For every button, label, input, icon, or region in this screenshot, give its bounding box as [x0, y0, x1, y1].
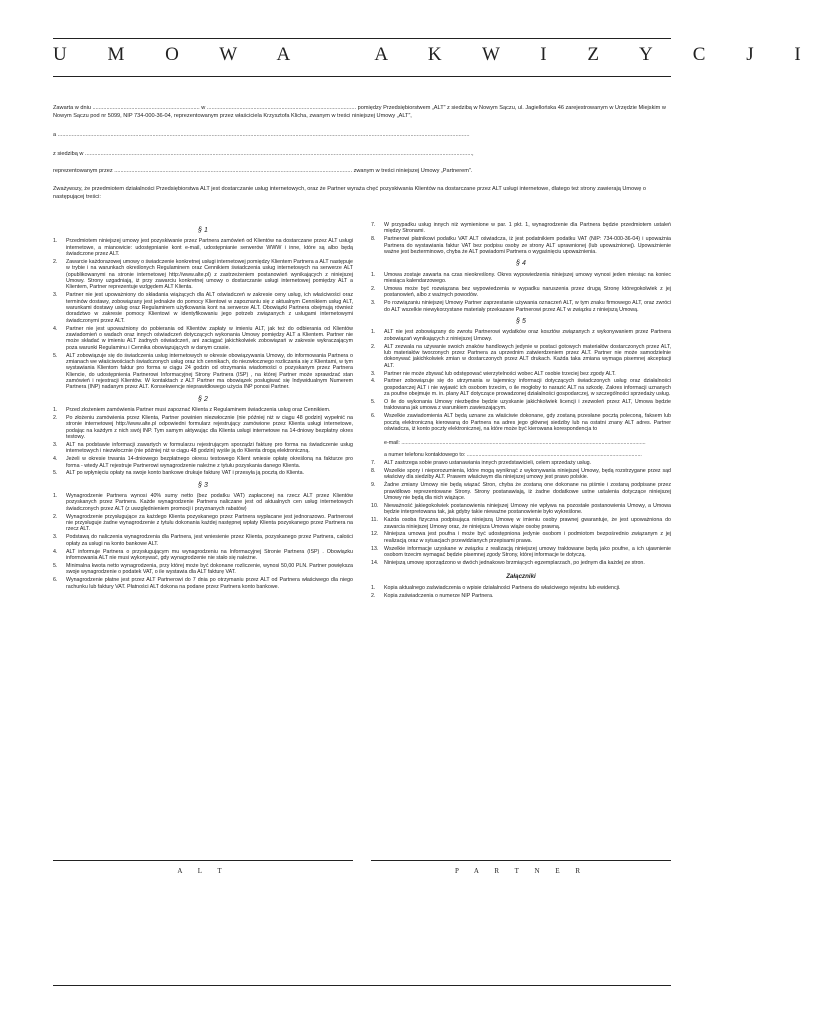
section-heading: § 3	[198, 481, 208, 489]
signature-line-alt	[53, 860, 353, 861]
clause-text: Partner nie jest upoważniony do składania wiążących dla ALT oświadczeń w zakresie ceny usług, ich właściwości oraz terminów dostawy, zobowiązany jest jednakże do pomocy Klientowi w zapoznaniu się z aktualnym Cennikiem usług ALT, warunkami dostawy usług oraz Regulaminem użytkowania kont na serwerze ALT. Obowiązki Partnera obejmują również doradztwo w zakresie pomocy Klientowi w identyfikowaniu jego potrzeb związanych z usługami internetowymi świadczonymi przez ALT.	[66, 292, 353, 324]
clause-text: Niniejsza umowa jest poufna i może być udostępniona jedynie osobom i podmiotom bezpośrednio związanym z jej realizacją oraz w sytuacjach przewidzianych przepisami prawa.	[384, 531, 671, 544]
clause-number: 1.	[53, 406, 58, 413]
clause-number: 2.	[371, 343, 376, 350]
clause-number: 5.	[53, 352, 58, 359]
clause-number: 4.	[371, 378, 376, 385]
clause-item	[371, 560, 671, 566]
clause-item	[53, 407, 353, 413]
title-underline	[53, 76, 671, 77]
clause-text: Każda osoba fizyczna podpisująca niniejszą Umowę w imieniu osoby prawnej gwarantuje, że jest upoważniona do zawarcia niniejszej Umowy oraz, że niniejsza Umowa wiąże osobę prawną.	[384, 517, 671, 530]
clause-item	[371, 531, 671, 544]
clause-list	[371, 222, 671, 255]
clause-item	[53, 470, 353, 476]
clause-text: Wszelkie informacje uzyskane w związku z realizacją niniejszej umowy traktowane będą jako poufne, a ich ujawnienie osobom trzecim wymagać będzie pisemnej zgody Strony, której informacje te dotyczą.	[384, 545, 671, 559]
clause-item	[371, 399, 671, 412]
clause-number: 2.	[53, 258, 58, 265]
clause-text: Minimalna kwota netto wynagrodzenia, przy której może być dokonane rozliczenie, wynosi 50,00 PLN. Partner powiększa swoje wynagrodzenie o podatek VAT, o ile wystawia dla ALT fakturę VAT.	[66, 562, 353, 576]
clause-text: Niniejszą umowę sporządzono w dwóch jednakowo brzmiących egzemplarzach, po jednym dla każdej ze stron.	[384, 560, 645, 567]
clause-text: Jeżeli w okresie trwania 14-dniowego bezpłatnego okresu testowego Klient wniesie opłatę określoną na fakturze pro forma - wtedy ALT rejestruje Partnerowi wynagrodzenie należne z tytułu pozyskania danego Klienta.	[66, 456, 353, 469]
clause-item	[53, 292, 353, 324]
clause-text: Umowa zostaje zawarta na czas nieokreślony. Okres wypowiedzenia niniejszej umowy wynosi jeden miesiąc na koniec miesiąca kalendarzowego.	[384, 271, 671, 284]
clause-number: 7.	[371, 460, 376, 467]
clause-text: Wszelkie zawiadomienia ALT będą uznane za właściwie dokonane, gdy zostaną przesłane pocztą poleconą, faksem lub pocztą elektroniczną kierowaną do Partnera na adres jego głównej siedziby lub na ostatni znany ALT adres. Partner oświadcza, iż konto poczty elektronicznej, na które może być kierowana korespondencja to	[384, 413, 671, 433]
annex-heading: Załączniki	[506, 573, 536, 581]
annex-item	[371, 585, 671, 591]
clause-item	[371, 300, 671, 313]
clause-number: 2.	[53, 414, 58, 421]
clause-list	[53, 493, 353, 590]
clause-text: Wynagrodzenie przysługujące za każdego Klienta pozyskanego przez Partnera wypłacane jest jednorazowo. Partnerowi nie przysługuje żadne wynagrodzenie z tytułu dokonania każdej następnej wpłaty Klienta pozyskanego przez Partnera na rzecz ALT.	[66, 513, 353, 533]
clause-text: ALT informuje Partnera o przysługującym mu wynagrodzeniu na Informacyjnej Stronie Partnera (ISP) . Obowiązku informowania ALT nie musi wykonywać, gdy wynagrodzenie nie stało się należne.	[66, 548, 353, 561]
clause-list	[53, 238, 353, 390]
email-field: e-mail: ......................................................................................................................................................................	[384, 440, 646, 447]
clause-item	[53, 493, 353, 512]
section-heading: § 1	[198, 227, 208, 234]
clause-item	[53, 549, 353, 562]
section-heading: § 4	[516, 260, 526, 268]
document-title: U M O W A A K W I Z Y C J I	[53, 44, 819, 65]
clause-item	[53, 259, 353, 291]
clause-list	[371, 272, 671, 313]
clause-text: Partner nie może zbywać lub odstępować wierzytelności wobec ALT osobie trzeciej bez zgody ALT.	[384, 370, 616, 377]
clause-number: 12.	[371, 531, 379, 538]
clause-number: 8.	[371, 468, 376, 474]
section-heading: § 2	[198, 395, 208, 403]
clause-text: O ile do wykonania Umowy niezbędne będzie uzyskanie jakichkolwiek licencji i zezwoleń przez ALT, Umowa będzie traktowana jak umowa z warunkiem zawieszającym.	[384, 399, 671, 412]
top-rule	[53, 38, 671, 39]
clause-item	[53, 326, 353, 351]
clause-item	[53, 563, 353, 576]
clause-number: 4.	[53, 325, 58, 332]
right-column	[371, 222, 671, 601]
clause-item	[53, 577, 353, 590]
clause-text: Partnerowi płatnikowi podatku VAT ALT oświadcza, iż jest podatnikiem podatku VAT (NIP: 734-000-36-04) i upoważnia Partnera do wystawiania faktur VAT bez podpisu osoby ze strony ALT uprawnionej (lub upoważnionej). Upoważnienie ważne jest bezterminowo, chyba że ALT powiadomi Partnera o wygaśnięciu upoważnienia.	[384, 236, 671, 255]
clause-number: 2.	[53, 513, 58, 520]
clause-item	[53, 353, 353, 391]
clause-number: 1.	[53, 493, 58, 500]
clause-item	[371, 517, 671, 530]
clause-number: 3.	[371, 300, 376, 307]
clause-item	[371, 468, 671, 481]
intro-preamble: Zważywszy, że przedmiotem działalności Przedsiębiorstwa ALT jest dostarczanie usług internetowych, oraz że Partner wyraża chęć pozyskiwania Klientów na dostarczane przez ALT usługi internetowe, dlatego też strony zawierają Umowę o następującej treści:	[53, 186, 647, 200]
clause-text: W przypadku usług innych niż wymienione w par. 1 pkt. 1, wynagrodzenie dla Partnera będzie przedmiotem ustaleń między Stronami.	[384, 222, 671, 235]
clause-item	[371, 222, 671, 235]
clause-item	[371, 344, 671, 369]
clause-number: 5.	[53, 562, 58, 569]
clause-number: 8.	[371, 236, 376, 243]
contact-phone-field: a numer telefonu kontaktowego to: .......................................................................................................................	[384, 451, 642, 458]
annex-text: Kopia zaświadczenia o numerze NIP Partnera.	[384, 592, 494, 599]
clause-number: 4.	[53, 456, 58, 463]
annex-list	[371, 585, 671, 599]
clause-item	[53, 238, 353, 257]
clause-item	[371, 371, 671, 377]
clause-text: Partner zobowiązuje się do utrzymania w tajemnicy informacji dotyczących świadczonych usług oraz działalności gospodarczej ALT i nie wyjawić ich osobom trzecim, o ile mogłoby to narazić ALT na szkodę. Zakres informacji uznanych za poufne obejmuje m. in. plany ALT dotyczące prowadzonej działalności gospodarczej, w szczególności sprzedaży usług.	[384, 378, 671, 398]
clause-item	[371, 236, 671, 255]
clause-number: 1.	[53, 238, 58, 245]
clause-text: Partner nie jest upoważniony do pobierania od Klientów zapłaty w imieniu ALT, jak też do odbierania od Klientów zawiadomień o wadach oraz innych oświadczeń dotyczących wykonania Umowy pomiędzy ALT a Klientem. Partner nie może składać w imieniu ALT żadnych oświadczeń, ani zaciągać jakichkolwiek zobowiązań w zakresie wykraczającym poza warunki Regulaminu i Cennika obowiązujących w danym czasie.	[66, 325, 353, 351]
clause-number: 3.	[53, 292, 58, 299]
section-heading: § 5	[516, 317, 526, 325]
clause-text: Wynagrodzenie płatne jest przez ALT Partnerowi do 7 dnia po otrzymaniu przez ALT od Partnera właściwego dla niego rachunku lub faktury VAT. Płatności ALT dokona na podane przez Partnera konto bankowe.	[66, 577, 353, 590]
clause-number: 9.	[371, 482, 376, 489]
annex-item	[371, 593, 671, 599]
clause-number: 6.	[371, 413, 376, 420]
clause-number: 1.	[371, 329, 376, 336]
clause-number: 3.	[53, 534, 58, 541]
annex-number: 2.	[371, 592, 376, 599]
bottom-rule	[53, 985, 671, 986]
clause-text: ALT zobowiązuje się do świadczenia usług internetowych w okresie obowiązywania Umowy, do informowania Partnera o zmianach we właściwościach świadczonych usług oraz ich cennikach, do niezwłocznego rozliczania się z Klientami, w tym wystawiania Klientom faktur pro forma w ciągu 24 godzin od otrzymania wiadomości o pozyskanym przez Partnera Kliencie, do udostępnienia Partnerowi Informacyjnej Strony Partnera (ISP) , na której Partner może sprawdzać stan zamówień i rejestracji Klientów. W kontaktach z ALT Partner ma obowiązek posługiwać się Indywidualnym Numerem Partnera (INP) nadanym przez ALT. Konsekwencje nieprawidłowego użycia INP ponosi Partner.	[66, 352, 353, 391]
intro-partner-name-line: a .........................................................................................................................................................................................................................................................................	[53, 132, 470, 138]
clause-text: Podstawą do naliczenia wynagrodzenia dla Partnera, jest wniesienie przez Klienta, pozyskanego przez Partnera, całości opłaty za usługi na konto bankowe ALT.	[66, 534, 353, 547]
annex-text: Kopia aktualnego zaświadczenia o wpisie działalności Partnera do właściwego rejestru lub ewidencji.	[384, 584, 621, 591]
clause-number: 10.	[371, 502, 379, 509]
clause-item	[371, 286, 671, 299]
clause-number: 14.	[371, 560, 379, 567]
clause-item	[371, 546, 671, 559]
signature-label-partner: P A R T N E R	[454, 867, 588, 875]
clause-number: 7.	[371, 222, 376, 228]
clause-text: ALT zastrzega sobie prawo ustanawiania innych przedstawicieli, celem sprzedaży usług.	[384, 460, 592, 467]
clause-number: 11.	[371, 517, 378, 524]
clause-number: 13.	[371, 545, 379, 552]
intro-parties: Zawarta w dniu ..................................................................... w ................................................................................................ pomiędzy Przedsiębiorstwem „ALT” z siedzibą w Nowym Sączu, ul. Jagiellońska 46 zarejestrowanym w Urzędzie Miejskim w Nowym Sączu pod nr 5099, NIP 734-000-36-04, reprezentowanym przez właściciela Krzysztofa Klicha, zwanym w treści niniejszej Umowy „ALT”,	[53, 105, 666, 119]
clause-number: 1.	[371, 271, 376, 278]
clause-item	[53, 514, 353, 533]
clause-text: Umowa może być rozwiązana bez wypowiedzenia w wypadku naruszenia przez drugą Stronę któregokolwiek z jej postanowień, albo z ważnych powodów.	[384, 285, 671, 299]
clause-item	[371, 460, 671, 466]
clause-number: 4.	[53, 548, 58, 555]
clause-text: Zawarcie każdorazowej umowy o świadczenie konkretnej usługi internetowej pomiędzy Klientem Partnera a ALT następuje w trybie i na warunkach określonych Regulaminem oraz Cennikiem świadczenia usług internetowych na serwerze ALT (opublikowanymi na stronie internetowej http://www.alte.pl) z zastrzeżeniem postanowień wynikających z niniejszej Umowy. Strony uzgadniają, iż przy zawarciu konkretnej umowy o dostarczanie usługi internetowej pomiędzy ALT a Klientem, Partner reprezentuje wzlgędem ALT Klienta.	[66, 258, 353, 291]
clause-item	[53, 442, 353, 455]
clause-number: 3.	[371, 370, 376, 377]
clause-text: ALT zezwala na używanie swoich znaków handlowych jedynie w postaci gotowych materiałów dostarczonych przez ALT, lub materiałów tworzonych przez Partnera za uprzednim zatwierdzeniem przez ALT. Partner nie może samodzielnie dokonywać jakichkolwiek zmian w dostarczonych przez ALT drukach. Każda taka zmiana wymaga pisemnej akceptacji ALT.	[384, 343, 671, 369]
clause-text: ALT nie jest zobowiązany do zwrotu Partnerowi wydatków oraz kosztów związanych z wykonywaniem przez Partnera zobowiązań wynikających z niniejszej Umowy.	[384, 329, 671, 342]
intro-partner-seat-line: z siedzibą w .........................................................................................................................................................................................................................................................,	[53, 151, 474, 157]
clause-list	[371, 329, 671, 566]
clause-item	[53, 415, 353, 440]
signature-label-alt: A L T	[177, 867, 229, 875]
clause-text: Przedmiotem niniejszej umowy jest pozyskiwanie przez Partnera zamówień od Klientów na dostarczane przez ALT usługi internetowe, a mianowicie: udostępnianie kont e-mail, udostępnianie serwerów WWW i inne, które są albo będą świadczone przez ALT.	[66, 238, 353, 258]
clause-item	[371, 329, 671, 342]
clause-item	[371, 503, 671, 516]
clause-text: Po złożeniu zamówienia przez Klienta, Partner powinien niezwłocznie (nie później niż w ciągu 48 godzin) wypełnić na stronie internetowej http://www.alte.pl odpowiedni formularz rejestrujący zamówione przez Klienta usługi internetowe, podając na każdym z nich swój INP. Tym samym aktywując dla Klienta usługi internetowe na 14-dniowy bezpłatny okres testowy.	[66, 414, 353, 440]
clause-item	[53, 456, 353, 469]
clause-item	[371, 482, 671, 501]
clause-text: ALT na podstawie informacji zawartych w formularzu rejestrującym sporządzi fakturę pro forma na świadczenie usług internetowych i niezwłocznie (nie później niż w ciągu 48 godzin) wyśle ją do Klienta drogą elektroniczną.	[66, 441, 353, 455]
clause-item	[53, 534, 353, 547]
clause-text: Żadne zmiany Umowy nie będą wiązać Stron, chyba że zostaną one dokonane na piśmie i zostaną podpisane przez prawidłowo reprezentowane Strony. Strony postanawiają, iż żadne dodatkowe ustne ustalenia dotyczące niniejszej Umowy nie będą dla nich wiążące.	[384, 482, 671, 501]
clause-number: 2.	[371, 285, 376, 292]
clause-text: Przed złożeniem zamówienia Partner musi zapoznać Klienta z Regulaminem świadczenia usług oraz Cennikiem.	[66, 406, 331, 413]
clause-text: Wszelkie spory i nieporozumienia, które mogą wyniknąć z wykonywania niniejszej Umowy, będą rozstrzygane przez sąd właściwy dla siedziby ALT. Prawem właściwym dla niniejszej umowy jest prawo polskie.	[384, 468, 671, 481]
left-column	[53, 222, 353, 592]
clause-text: Wynagrodzenie Partnera wynosi 40% sumy netto (bez podatku VAT) zapłaconej na rzecz ALT przez Klientów pozyskanych przez Partnera. Każde wynagrodzenie Partnera naliczane jest od aktualnych cen usług internetowych świadczonych przez ALT (z uwzględnieniem promocji i przyznanych rabatów)	[66, 493, 353, 512]
clause-number: 3.	[53, 441, 58, 448]
clause-text: Nieważność jakiegokolwiek postanowienia niniejszej Umowy nie wpływa na pozostałe postanowienia Umowy, a Umowa będzie interpretowana tak, jak gdyby takie nieważne postanowienie było wykreślone.	[384, 502, 671, 516]
clause-item	[371, 272, 671, 285]
annex-number: 1.	[371, 584, 376, 591]
clause-item	[371, 378, 671, 397]
clause-text: ALT po wpłynięciu opłaty na swoje konto bankowe drukuje fakturę VAT i przesyła ją pocztą do Klienta.	[66, 470, 305, 477]
clause-number: 5.	[53, 470, 58, 477]
clause-number: 6.	[53, 577, 58, 584]
clause-list	[53, 407, 353, 477]
signature-line-partner	[371, 860, 671, 861]
clause-text: Po rozwiązaniu niniejszej Umowy Partner zaprzestanie używania oznaczeń ALT, w tym znaku firmowego ALT, oraz zwróci do ALT wszelkie niewykorzystane materiały przekazane Partnerowi przez ALT w związku z niniejszą Umową.	[384, 300, 671, 313]
clause-number: 5.	[371, 399, 376, 406]
clause-item	[371, 413, 671, 458]
intro-representative-line: reprezentowanym przez ......................................................................................................................................................... zwanym w treści niniejszej Umowy „Partnerem”.	[53, 168, 473, 174]
